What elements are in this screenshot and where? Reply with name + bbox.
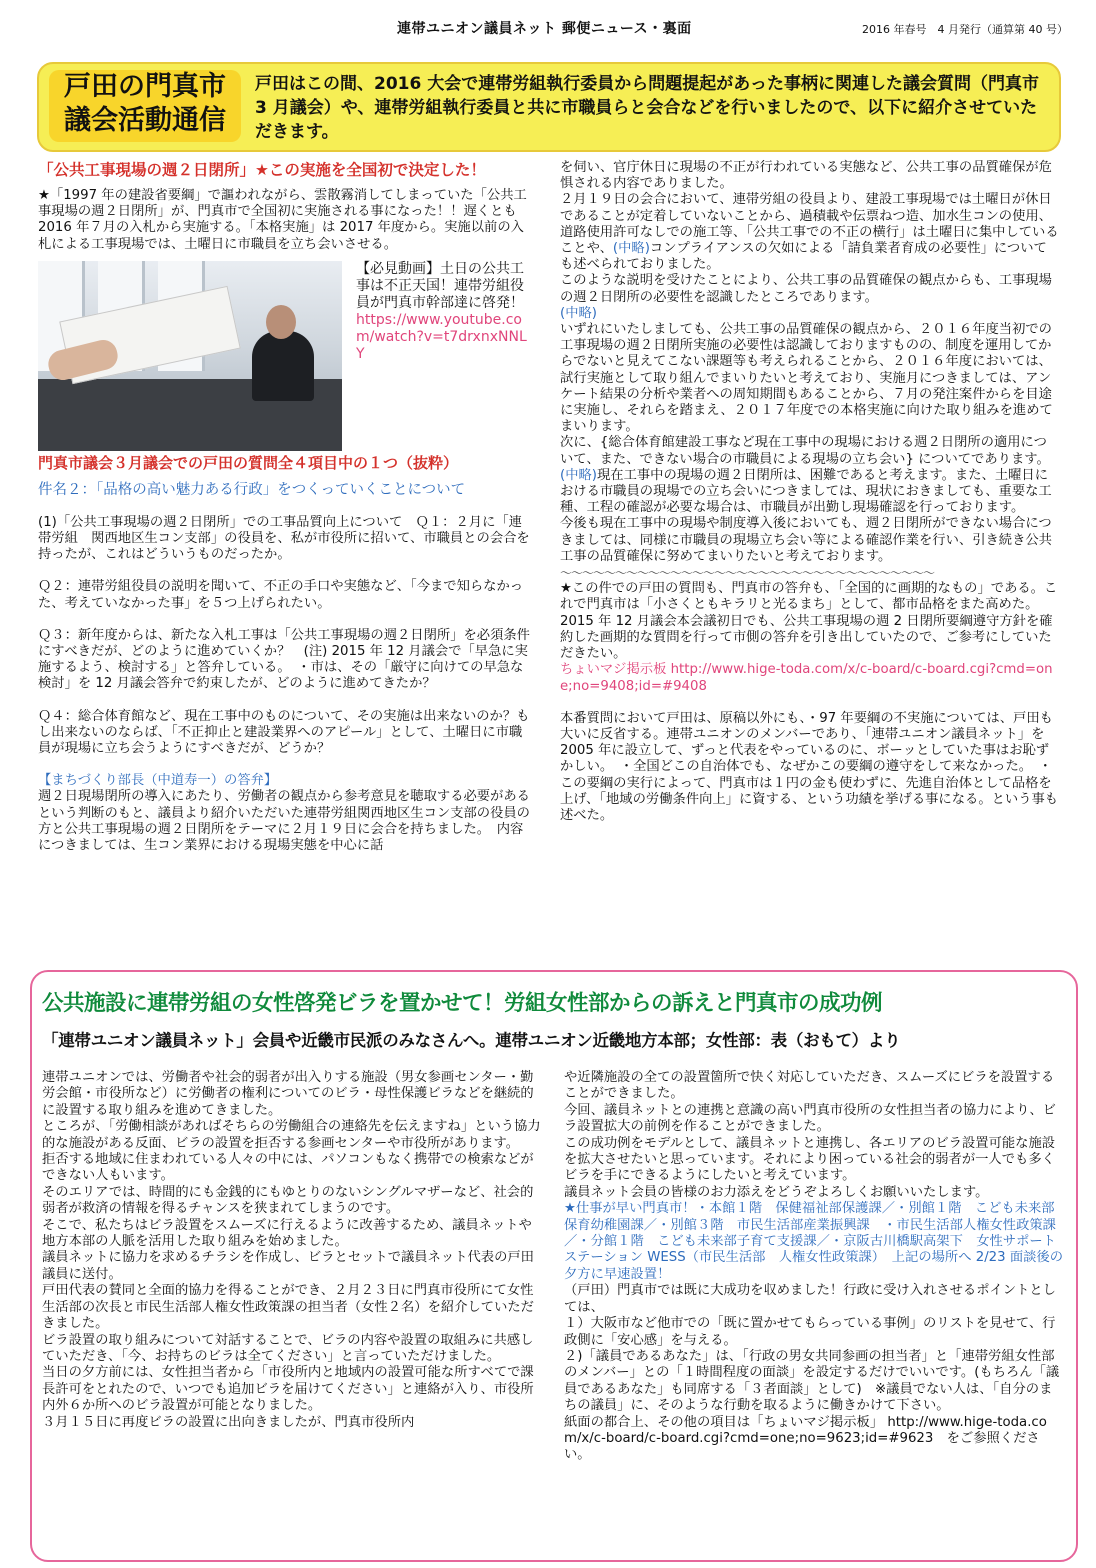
leaflet-paragraph: 連帯ユニオンでは、労働者や社会的弱者が出入りする施設（男女参画センター・勤労会館・市役所など）に労働者の権利についてのビラ・母性保護ビラなどを継続的に設置する取り組みを進めてきました。 [42, 1070, 534, 1118]
answer-text: 週２日現場閉所の導入にあたり、労働者の観点から参考意見を聴取する必要があるという判断のもと、議員より紹介いただいた連帯労組関西地区生コン支部の役員の方と公共工事現場の週２日閉所をテーマに２月１９日に会合を持ちました。 内容につきましては、生コン業界における現場実態を中心に話 [38, 789, 530, 854]
banner-title-line1: 戸田の門真市 [64, 71, 226, 102]
intro-banner [37, 62, 1061, 152]
issue-info: 2016 年春号 4 月発行（通算第 40 号） [862, 23, 1068, 36]
leaflet-paragraph: そのエリアでは、時間的にも金銭的にもゆとりのないシングルマザーなど、社会的弱者が救済の情報を得るチャンスを狭まれてしまうのです。 [42, 1184, 534, 1217]
comment-paragraph-2: 2015 年 12 月議会本会議初日でも、公共工事現場の週 2 日閉所要綱遵守方針を確約した画期的な質問を行って市側の答弁を引き出していたので、ご参考にしていただきたい。 [560, 613, 1053, 662]
leaflet-paragraph: ところが、「労働相談があればそちらの労働組合の連絡先を伝えますね」という協力的な施設がある反面、ビラの設置を拒否する参画センターや市役所があります。 [42, 1119, 541, 1151]
article-intro: ★「1997 年の建設省要綱」で謳われながら、雲散霧消してしまっていた「公共工事現場の週２日閉所」が、門真市で全国初に実施される事になった！！遅くとも 2016 年７月の入札から実施する。「本格実施」は 2017 年度から。実施以前の入札による工事現場では、土曜日に市職員を立ち会いさせる。 [38, 188, 527, 252]
answer-continued: を伺い、官庁休日に現場の不正が行われている実態など、公共工事の品質確保が危惧される内容でありました。 [560, 160, 1052, 192]
leaflet-paragraph: 議員ネット会員の皆様のお力添えをどうぞよろしくお願いいたします。 [564, 1184, 989, 1200]
right-column [560, 160, 1060, 824]
subject-line: 件名２：「品格の高い魅力ある行政」をつくっていくことについて [38, 481, 466, 498]
answer-heading: 【まちづくり部長（中道寿一）の答弁】 [38, 773, 278, 789]
answer-paragraph-3: このような説明を受けたことにより、公共工事の品質確保の観点からも、工事現場の週２日閉所の必要性を認識したところであります。 [560, 273, 1052, 305]
newsletter-title: 連帯ユニオン議員ネット 郵便ニュース・裏面 [397, 21, 692, 37]
leaflet-paragraph: ２)「議員であるあなた」は、「行政の男女共同参画の担当者」と「連帯労組女性部のメンバー」との「１時間程度の面談」を設定するだけでいいです。(もちろん「議員であるあなた」も同席する「３者面談」として) ※議員でない人は、「自分のまちの議員」に、そのような行動を取るように働きかけて下さい。 [564, 1348, 1060, 1414]
leaflet-paragraph: この成功例をモデルとして、議員ネットと連携し、各エリアのビラ設置可能な施設を拡大させたいと思っています。それにより困っている社会的弱者が一人でも多くビラを手にできるようにしたいと考えています。 [564, 1135, 1056, 1184]
leaflet-subtitle: 「連帯ユニオン議員ネット」会員や近畿市民派のみなさんへ。連帯ユニオン近畿地方本部；女性部：表（おもて）より [42, 1031, 901, 1050]
answer-paragraph-6 [560, 468, 1060, 517]
video-link[interactable]: https://www.youtube.com/watch?v=t7drxnxNNLY [356, 311, 527, 362]
video-feature [38, 261, 532, 453]
leaflet-left-column [42, 1070, 542, 1431]
leaflet-paragraph: 議員ネットに協力を求めるチラシを作成し、ビラとセットで議員ネット代表の戸田議員に送付。 [42, 1250, 534, 1282]
article-headline: 「公共工事現場の週２日閉所」★この実施を全国初で決定した！ [38, 161, 486, 179]
board-link[interactable]: ちょいマジ掲示板 http://www.hige-toda.com/x/c-board/c-board.cgi?cmd=one;no=9408;id=#9408 [560, 662, 1053, 694]
left-column [38, 160, 532, 854]
question-4: Ｑ４：総合体育館など、現在工事中のものについて、その実施は出来ないのか？もし出来ないのならば、「不正抑止と建設業界へのアピール」として、土曜日に市職員が現場に立ち会うようにすべきだが、どうか？ [38, 708, 530, 757]
leaflet-paragraph: や近隣施設の全ての設置箇所で快く対応していただき、スムーズにビラを設置することができました。 [564, 1070, 1055, 1102]
leaflet-right-column [564, 1070, 1064, 1464]
question-heading: 門真市議会３月議会での戸田の質問全４項目中の１つ（抜粋） [38, 453, 459, 472]
answer-paragraph-4: いずれにいたしましても、公共工事の品質確保の観点から、２０１６年度当初での工事現場の週２日閉所実施の必要性は認識しておりますものの、制度を運用してからでないと見えてこない課題等も考えられることから、２０１６年度においては、試行実施として取り組んでまいりたいと考えており、実施月につきましては、アンケート結果の分析や業者への周知期間もあることから、７月の発注案件からを目途に実施し、それらを踏まえ、２０１７年度での本格実施に向けた取り組みを進めてまいります。 [560, 322, 1053, 435]
question-1: (1)「公共工事現場の週２日閉所」での工事品質向上について Ｑ１：２月に「連帯労組 関西地区生コン支部」の役員を、私が市役所に招いて、市職員との会合を持ったが、これはどういうものだったか。 [38, 514, 530, 563]
page-header [0, 18, 1096, 42]
answer-paragraph-2-text: ２月１９日の会合において、連帯労組の役員より、建設工事現場では土曜日が休日であることが定着していないことから、過積載や伝票ねつ造、加水生コンの使用、道路使用許可なしでの施工等、「公共工事での不正の横行」は土曜日に集中していることや、 [560, 192, 1059, 257]
leaflet-paragraph: 戸田代表の賛同と全面的協力を得ることができ、２月２３日に門真市役所にて女性生活部の次長と市民生活部人権女性政策課の担当者（女性２名）を紹介していただきました。 [42, 1283, 534, 1332]
answer-paragraph-2 [560, 192, 1060, 273]
question-3: Ｑ３：新年度からは、新たな入札工事は「公共工事現場の週２日閉所」を必須条件にすべきだが、どのように進めていくか？ (注) 2015 年 12 月議会で「早急に実施するよう、検討する」と答弁している。 ・市は、その「厳守に向けての早急な検討」を 12 月議会答弁で約束したが、どのように進めてきたか？ [38, 627, 530, 692]
answer-paragraph-7: 今後も現在工事中の現場や制度導入後においても、週２日閉所ができない場合につきましては、同様に市職員の現場立ち会い等による確認作業を行い、引き続き公共工事の品質確保に努めてまいりたいと考えております。 [560, 516, 1052, 564]
leaflet-paragraph: （戸田）門真市では既に大成功を収めました！行政に受け入れさせるポイントとしては、 [564, 1283, 1056, 1315]
banner-title-line2: 議会活動通信 [64, 105, 226, 136]
banner-title [49, 70, 241, 142]
meeting-photo [38, 261, 342, 451]
question-2: Ｑ２：連帯労組役員の説明を聞いて、不正の手口や実態など、「今まで知らなかった、考えていなかった事」を５つ上げられたい。 [38, 579, 524, 611]
leaflet-paragraph: そこで、私たちはビラ設置をスムーズに行えるように改善するため、議員ネットや地方本部の人脈を活用した取り組みを始めました。 [42, 1217, 532, 1250]
leaflet-paragraph: 拒否する地域に住まわれている人々の中には、パソコンもなく携帯での検索などができない人もいます。 [42, 1152, 534, 1184]
leaflet-title: 公共施設に連帯労組の女性啓発ビラを置かせて！労組女性部からの訴えと門真市の成功例 [42, 991, 883, 1016]
video-caption-text: 【必見動画】土日の公共工事は不正天国！連帯労組役員が門真市幹部達に啓発！ [356, 260, 524, 311]
omission-mark: (中略) [560, 305, 597, 321]
leaflet-reference[interactable]: 紙面の都合上、その他の項目は「ちょいマジ掲示板」 http://www.hige-toda.com/x/c-board/c-board.cgi?cmd=one;no=9623;id=#9623 をご参照ください。 [564, 1414, 1047, 1463]
leaflet-paragraph: 当日の夕方前には、女性担当者から「市役所内と地域内の設置可能な所すべてで課長許可をとれたので、いつでも追加ビラを届けてください」と連絡が入り、市役所内外６か所へのビラ設置が可能となりました。 [42, 1365, 534, 1414]
tilde-divider: ～～～～～～～～～～～～～～～～～～～～～～～～～～～～～～～～～～ [560, 566, 935, 581]
placement-locations: ★仕事が早い門真市！・本館１階 保健福祉部保護課／・別館１階 こども未来部保育幼稚園課／・別館３階 市民生活部産業振興課 ・市民生活部人権女性政策課／・分館１階 こども未来部子育て支援課／・京阪古川橋駅高架下 女性サポートステーション WESS（市民生活部 人権女性政策課） 上記の場所へ 2/23 面談後の夕方に早速設置！ [564, 1201, 1064, 1282]
banner-text: 戸田はこの間、2016 大会で連帯労組執行委員から問題提起があった事柄に関連した議会質問（門真市 3 月議会）や、連帯労組執行委員と共に市職員らと会合などを行いましたので、以下に紹介させていただきます。 [255, 74, 1040, 142]
leaflet-article [30, 970, 1078, 1562]
omission-mark: (中略) [612, 241, 650, 257]
leaflet-paragraph: 今回、議員ネットとの連携と意識の高い門真市役所の女性担当者の協力により、ビラ設置拡大の前例を作ることができました。 [564, 1102, 1056, 1135]
answer-paragraph-5: 次に、{総合体育館建設工事など現在工事中の現場における週２日閉所の適用について、また、できない場合の市職員による現場の立ち会い} についてであります。 [560, 435, 1050, 467]
leaflet-paragraph: ビラ設置の取り組みについて対話することで、ビラの内容や設置の取組みに共感していただき、「今、お持ちのビラは全てください」と言っていただけました。 [42, 1332, 534, 1364]
video-caption [356, 261, 532, 363]
answer-paragraph-6-text: 現在工事中の現場の週２日閉所は、困難であると考えます。また、土曜日における市職員の現場での立ち会いにつきましては、現状におきましても、重要な工種、工程の確認が必要な場合は、市職員が出勤し現場確認を行っております。 [560, 467, 1052, 516]
comment-paragraph-3: 本番質問において戸田は、原稿以外にも、・97 年要綱の不実施については、戸田も大いに反省する。連帯ユニオンのメンバーであり、「連帯ユニオン議員ネット」を 2005 年に設立して、ずっと代表をやっているのに、ボーッとしていた事はお恥ずかしい。 ・全国どこの自治体でも、なぜかこの要綱の遵守をして来なかった。 ・この要綱の実行によって、門真市は１円の金も使わずに、先進自治体として品格を上げ、「地域の労働条件向上」に資する、という功績を挙げる事になる。という事も述べた。 [560, 710, 1059, 823]
leaflet-paragraph: １）大阪市など他市での「既に置かせてもらっている事例」のリストを見せて、行政側に「安心感」を与える。 [564, 1316, 1056, 1348]
omission-mark: (中略) [560, 467, 597, 483]
comment-paragraph-1: ★この件での戸田の質問も、門真市の答弁も、「全国的に画期的なもの」である。これで門真市は「小さくともキラリと光るまち」として、都市品格をまた高めた。 [560, 581, 1058, 613]
answer-paragraph-2-tail: コンプライアンスの欠如による「請負業者育成の必要性」についても述べられておりました。 [560, 241, 1047, 273]
leaflet-paragraph: ３月１５日に再度ビラの設置に出向きましたが、門真市役所内 [42, 1414, 415, 1430]
